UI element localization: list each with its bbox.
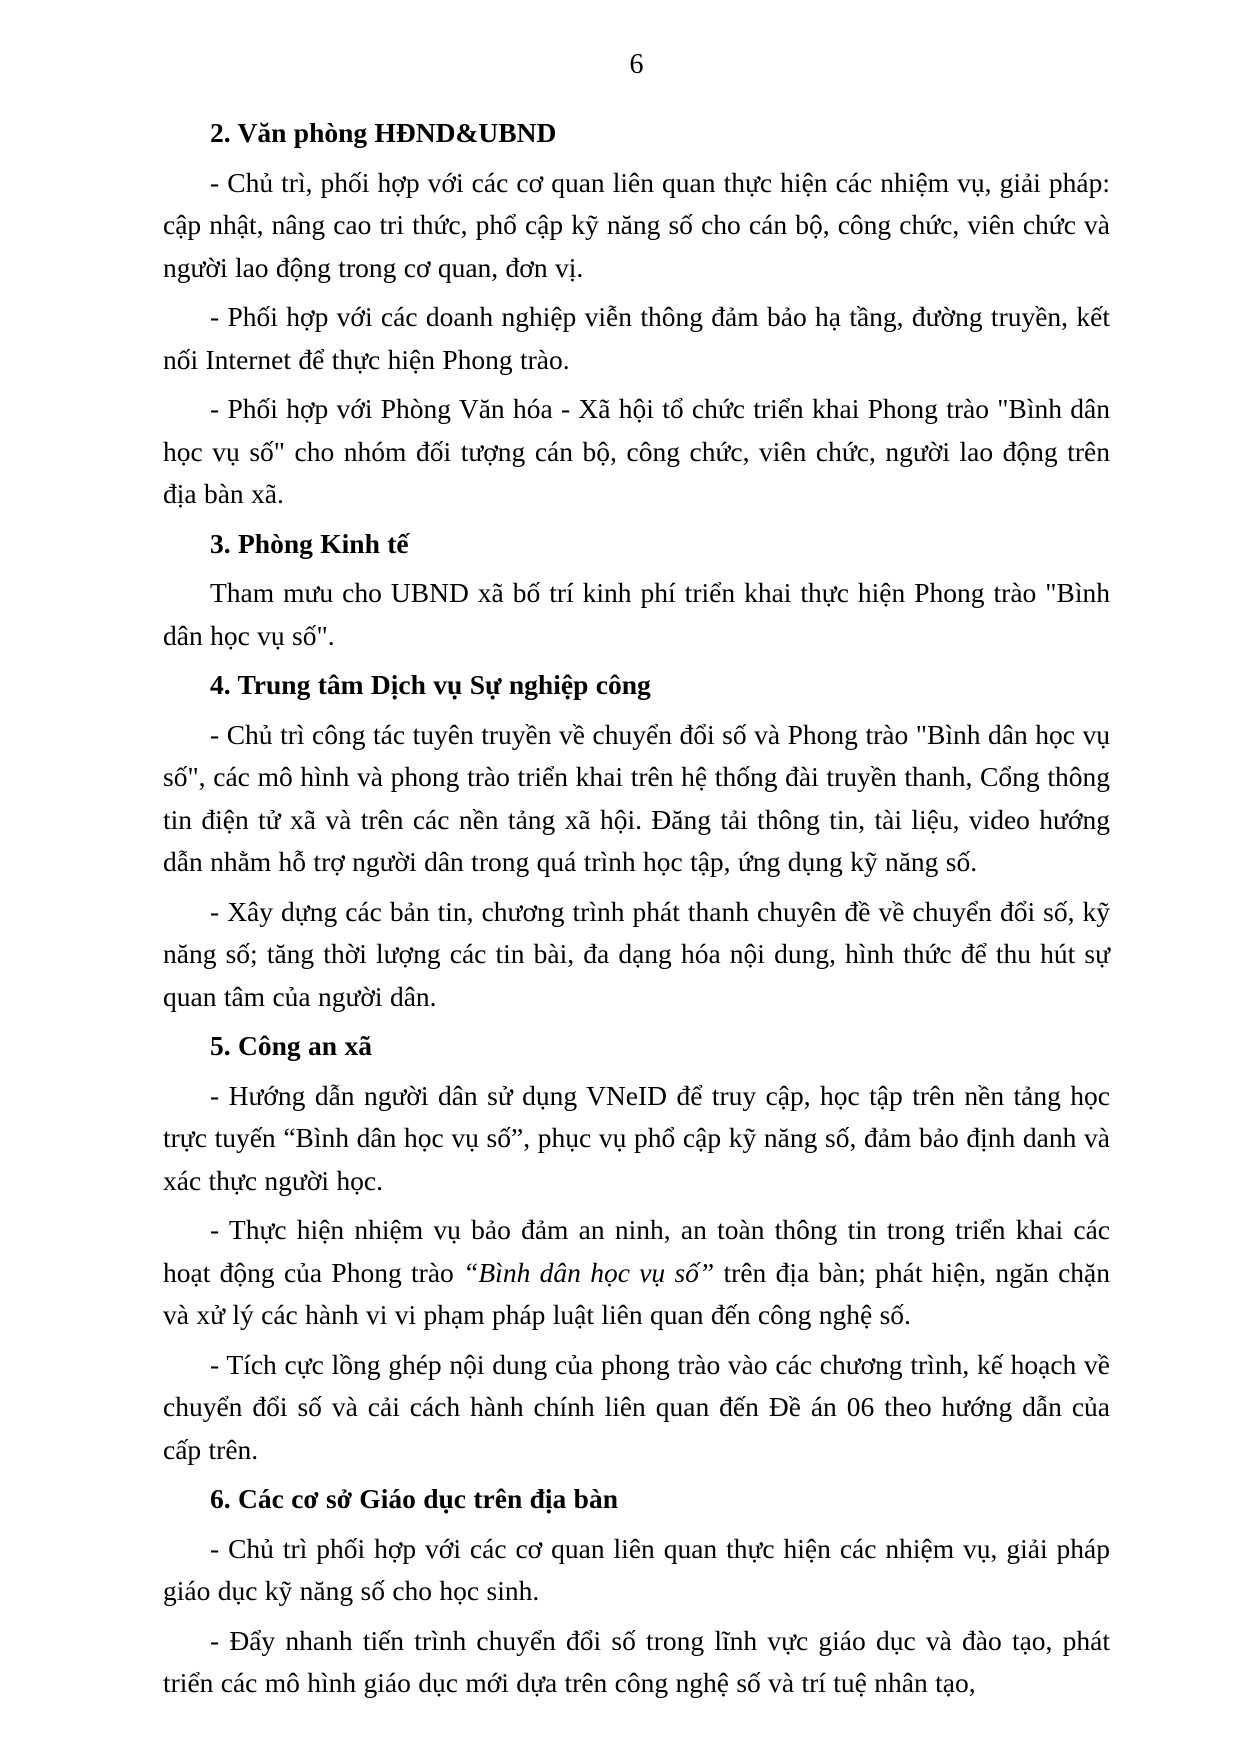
paragraph xyxy=(163,1344,1110,1472)
text-segment: - Tích cực lồng ghép nội dung của phong trào vào các chương trình, kế hoạch về chuyển đổi số và cải cách hành chính liên quan đến Đề án 06 theo hướng dẫn của cấp trên. xyxy=(163,1348,1110,1465)
paragraph xyxy=(163,388,1110,516)
paragraph xyxy=(163,162,1110,290)
paragraph xyxy=(163,572,1110,657)
paragraph xyxy=(163,714,1110,884)
section-heading: 2. Văn phòng HĐND&UBND xyxy=(210,117,557,148)
text-segment: trên địa bàn; phát hiện, ngăn chặn và xử lý các hành vi vi phạm pháp luật liên quan đến công nghệ số. xyxy=(163,1256,1110,1330)
paragraph xyxy=(163,891,1110,1019)
section-heading: 6. Các cơ sở Giáo dục trên địa bàn xyxy=(210,1483,619,1514)
text-segment: - Chủ trì, phối hợp với các cơ quan liên quan thực hiện các nhiệm vụ, giải pháp: cập nhật, nâng cao tri thức, phổ cập kỹ năng số cho cán bộ, công chức, viên chức và người lao động trong cơ quan, đơn vị. xyxy=(163,166,1110,283)
paragraph xyxy=(163,1209,1110,1337)
paragraph xyxy=(163,1528,1110,1613)
section-heading: 3. Phòng Kinh tế xyxy=(210,527,409,559)
text-segment: - Xây dựng các bản tin, chương trình phát thanh chuyên đề về chuyển đổi số, kỹ năng số; tăng thời lượng các tin bài, đa dạng hóa nội dung, hình thức để thu hút sự quan tâm của người dân. xyxy=(163,895,1110,1012)
paragraph xyxy=(163,1075,1110,1203)
page-content xyxy=(163,0,1110,1712)
document-body xyxy=(163,112,1110,1705)
text-segment: - Phối hợp với Phòng Văn hóa - Xã hội tổ chức triển khai Phong trào "Bình dân học vụ số" cho nhóm đối tượng cán bộ, công chức, viên chức, người lao động trên địa bàn xã. xyxy=(163,393,1110,509)
text-segment: - Chủ trì phối hợp với các cơ quan liên quan thực hiện các nhiệm vụ, giải pháp giáo dục kỹ năng số cho học sinh. xyxy=(163,1532,1110,1606)
paragraph xyxy=(163,296,1110,381)
text-segment: - Thực hiện nhiệm vụ bảo đảm an ninh, an toàn thông tin trong triển khai các hoạt động của Phong trào xyxy=(163,1214,1110,1288)
text-segment: - Phối hợp với các doanh nghiệp viễn thông đảm bảo hạ tầng, đường truyền, kết nối Internet để thực hiện Phong trào. xyxy=(163,301,1110,375)
section-heading: 4. Trung tâm Dịch vụ Sự nghiệp công xyxy=(210,669,651,700)
text-segment: - Hướng dẫn người dân sử dụng VNeID để truy cập, học tập trên nền tảng học trực tuyến “Bình dân học vụ số”, phục vụ phổ cập kỹ năng số, đảm bảo định danh và xác thực người học. xyxy=(163,1079,1110,1196)
paragraph xyxy=(163,1620,1110,1705)
section-heading: 5. Công an xã xyxy=(210,1030,372,1061)
text-segment: - Chủ trì công tác tuyên truyền về chuyển đổi số và Phong trào "Bình dân học vụ số", các mô hình và phong trào triển khai trên hệ thống đài truyền thanh, Cổng thông tin điện tử xã và trên các nền tảng xã hội. Đăng tải thông tin, tài liệu, video hướng dẫn nhằm hỗ trợ người dân trong quá trình học tập, ứng dụng kỹ năng số. xyxy=(163,718,1110,877)
italic-text-segment: “Bình dân học vụ số” xyxy=(463,1256,715,1288)
text-segment: Tham mưu cho UBND xã bố trí kinh phí triển khai thực hiện Phong trào "Bình dân học vụ số". xyxy=(163,577,1110,651)
text-segment: - Đẩy nhanh tiến trình chuyển đổi số trong lĩnh vực giáo dục và đào tạo, phát triển các mô hình giáo dục mới dựa trên công nghệ số và trí tuệ nhân tạo, xyxy=(163,1624,1110,1698)
page-number: 6 xyxy=(629,49,644,80)
